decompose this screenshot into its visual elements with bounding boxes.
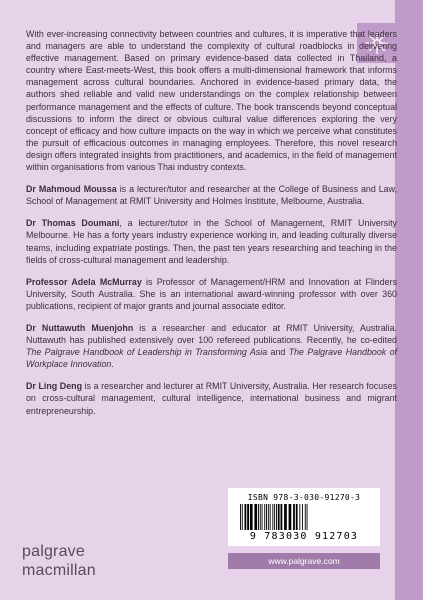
barcode-bar <box>293 504 295 530</box>
book-title: The Palgrave Handbook of Workplace Innovation <box>26 347 397 370</box>
barcode-bar <box>254 504 257 530</box>
author-bio-2 <box>26 217 397 265</box>
barcode-bar <box>276 504 277 530</box>
barcode-bar <box>268 504 269 530</box>
barcode-bar <box>281 504 283 530</box>
publisher-website: www.palgrave.com <box>228 553 380 569</box>
author-name: Dr Ling Deng <box>26 381 82 392</box>
barcode-panel <box>228 488 380 546</box>
publisher-logo-line1: palgrave <box>22 543 85 560</box>
barcode-icon <box>238 504 370 530</box>
barcode-bar <box>296 504 298 530</box>
author-bio-5 <box>26 380 397 416</box>
author-bio-text: is a researcher and educator at RMIT University, Australia. Nuttawuth has published extensively over 100 refereed publications. Recently, he co-edited <box>26 322 397 346</box>
barcode-bar <box>278 504 280 530</box>
barcode-bar <box>266 504 267 530</box>
barcode-bar <box>274 504 275 530</box>
publisher-logo-line2: macmillan <box>22 562 96 579</box>
barcode-bar <box>305 504 306 530</box>
author-bio-3 <box>26 276 397 312</box>
barcode-bar <box>245 504 247 530</box>
barcode-bar <box>247 504 249 530</box>
author-name: Professor Adela McMurray <box>26 276 142 287</box>
barcode-bar <box>242 504 243 530</box>
barcode-bar <box>264 504 265 530</box>
barcode-bar <box>270 504 271 530</box>
barcode-bar <box>289 504 292 530</box>
author-bio-text: is Professor of Management/HRM and Innovation at Flinders University, South Australia. She is an international award-winning professor with over 360 publications, recipient of major grants and journal associate editor. <box>26 276 398 311</box>
spine-strip <box>395 0 423 600</box>
barcode-bar <box>258 504 259 530</box>
barcode-bar <box>240 504 241 530</box>
book-title: The Palgrave Handbook of Leadership in Transforming Asia <box>26 347 268 358</box>
barcode-bar <box>262 504 263 530</box>
author-bio-text: is a researcher and lecturer at RMIT University, Australia. Her research focuses on cross-cultural management, cultural intelligence, international business and migrant entrepreneurship. <box>26 381 397 416</box>
author-bio-4 <box>26 322 397 370</box>
author-bio-text: . <box>111 359 114 370</box>
barcode-bar <box>299 504 300 530</box>
isbn-label: ISBN 978-3-030-91270-3 <box>247 493 361 502</box>
author-name: Dr Nuttawuth Muenjohn <box>26 322 134 333</box>
back-cover-text <box>26 28 397 427</box>
author-name: Dr Thomas Doumani <box>26 218 120 229</box>
barcode-bar <box>302 504 303 530</box>
barcode-bar <box>260 504 261 530</box>
barcode-number: 9 783030 912703 <box>249 531 359 542</box>
author-bio-text: is a lecturer/tutor and researcher at the College of Business and Law, School of Management at RMIT University and Holmes Institute, Melbourne, Australia. <box>26 184 398 207</box>
barcode-bar <box>284 504 287 530</box>
author-bio-1 <box>26 183 397 207</box>
author-name: Dr Mahmoud Moussa <box>26 184 117 195</box>
barcode-bar <box>250 504 253 530</box>
author-bio-text: , a lecturer/tutor in the School of Management, RMIT University Melbourne. He has a forty years industry experience working in, and leading culturally diverse teams, including expatriate postings. Then, the past ten years researching and teaching in the fields of cross-cultural management and leadership. <box>26 218 397 265</box>
book-blurb: With ever-increasing connectivity between countries and cultures, it is imperative that leaders and managers are able to understand the complexity of cultural roadblocks in delivering effective management. Based on primary evidence-based data collected in Thailand, a country where East-meets-West, this book offers a multi-dimensional framework that informs management across cultural boundaries. Anchored in evidence-based primary data, the authors shed reliable and valid new understandings on the complex relationship between performance management and the effects of culture. The book transcends beyond conceptual discussions to inform the direct or obvious cultural value differences exploring the very concept of efficacy and how culture impacts on the way in which we perceive what constitutes the pursuit of efficacious outcomes in managing employees. Therefore, this novel research design offers integrated insights from practitioners, and academics, in the field of management within organisations from various Thai industry contexts. <box>26 29 397 173</box>
barcode-bar <box>272 504 273 530</box>
barcode-bar <box>307 504 308 530</box>
author-bio-text: and <box>267 347 289 358</box>
